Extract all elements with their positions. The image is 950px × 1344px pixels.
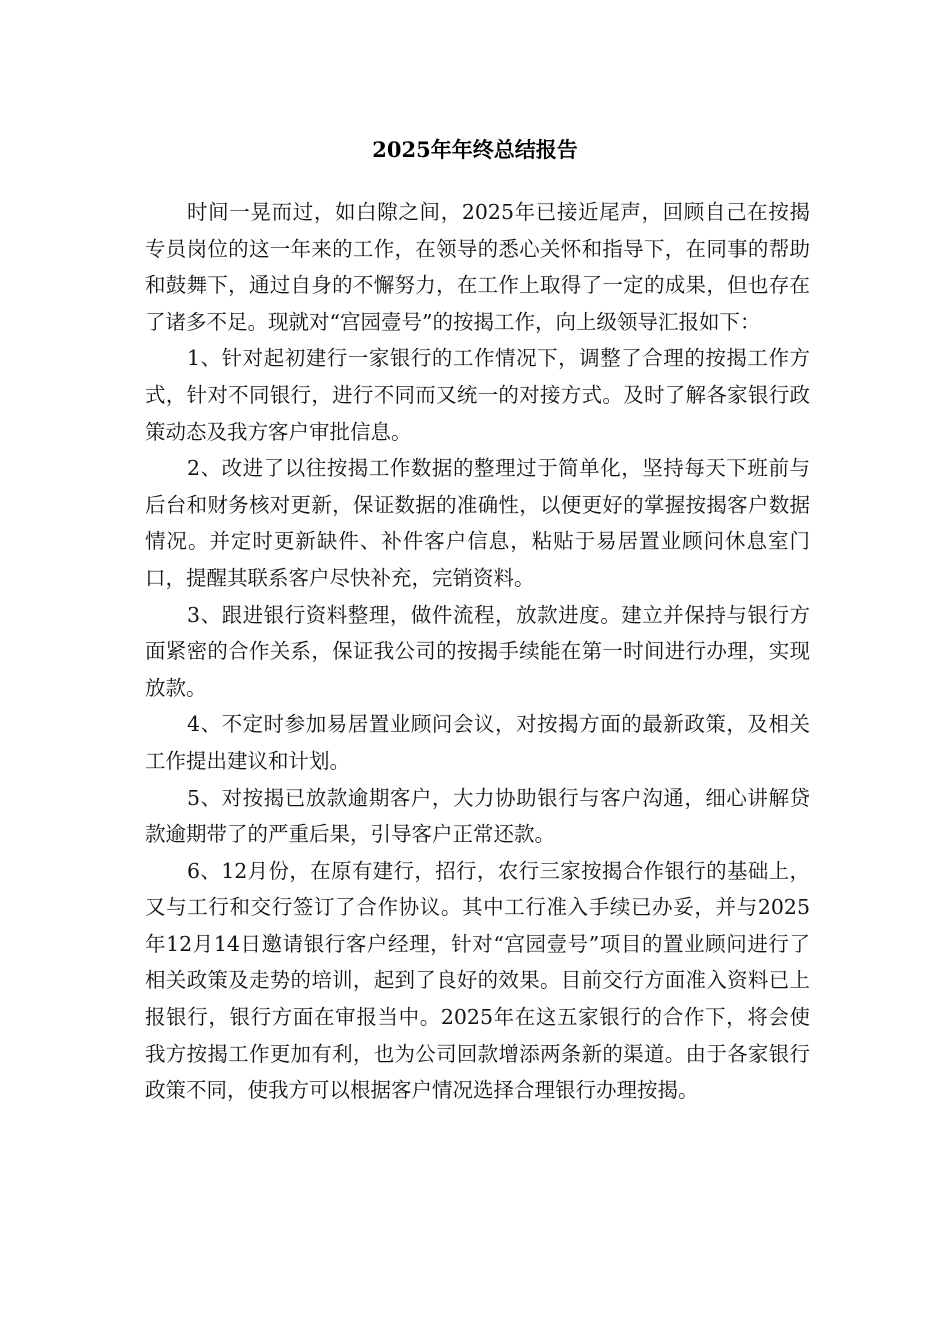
item-paragraph-2: 2、改进了以往按揭工作数据的整理过于简单化，坚持每天下班前与后台和财务核对更新，保证数据的准确性，以便更好的掌握按揭客户数据情况。并定时更新缺件、补件客户信息，粘贴于易居置业顾问休息室门口，提醒其联系客户尽快补充，完销资料。 bbox=[145, 456, 810, 590]
item-paragraph-5: 5、对按揭已放款逾期客户，大力协助银行与客户沟通，细心讲解贷款逾期带了的严重后果，引导客户正常还款。 bbox=[145, 785, 810, 847]
document-body bbox=[145, 194, 810, 1109]
intro-paragraph: 时间一晃而过，如白隙之间，2025年已接近尾声，回顾自己在按揭专员岗位的这一年来的工作，在领导的悉心关怀和指导下，在同事的帮助和鼓舞下，通过自身的不懈努力，在工作上取得了一定的成果，但也存在了诸多不足。现就对“宫园壹号”的按揭工作，向上级领导汇报如下： bbox=[145, 200, 810, 334]
item-paragraph-3: 3、跟进银行资料整理，做件流程，放款进度。建立并保持与银行方面紧密的合作关系，保证我公司的按揭手续能在第一时间进行办理，实现放款。 bbox=[145, 602, 810, 700]
item-paragraph-1: 1、针对起初建行一家银行的工作情况下，调整了合理的按揭工作方式，针对不同银行，进行不同而又统一的对接方式。及时了解各家银行政策动态及我方客户审批信息。 bbox=[145, 346, 810, 444]
document-title: 2025年年终总结报告 bbox=[372, 137, 578, 162]
item-paragraph-6: 6、12月份，在原有建行，招行，农行三家按揭合作银行的基础上，又与工行和交行签订了合作协议。其中工行准入手续已办妥，并与2025年12月14日邀请银行客户经理，针对“宫园壹号”项目的置业顾问进行了相关政策及走势的培训，起到了良好的效果。目前交行方面准入资料已上报银行，银行方面在审报当中。2025年在这五家银行的合作下，将会使我方按揭工作更加有利，也为公司回款增添两条新的渠道。由于各家银行政策不同，使我方可以根据客户情况选择合理银行办理按揭。 bbox=[145, 858, 810, 1103]
item-paragraph-4: 4、不定时参加易居置业顾问会议，对按揭方面的最新政策，及相关工作提出建议和计划。 bbox=[145, 712, 810, 773]
